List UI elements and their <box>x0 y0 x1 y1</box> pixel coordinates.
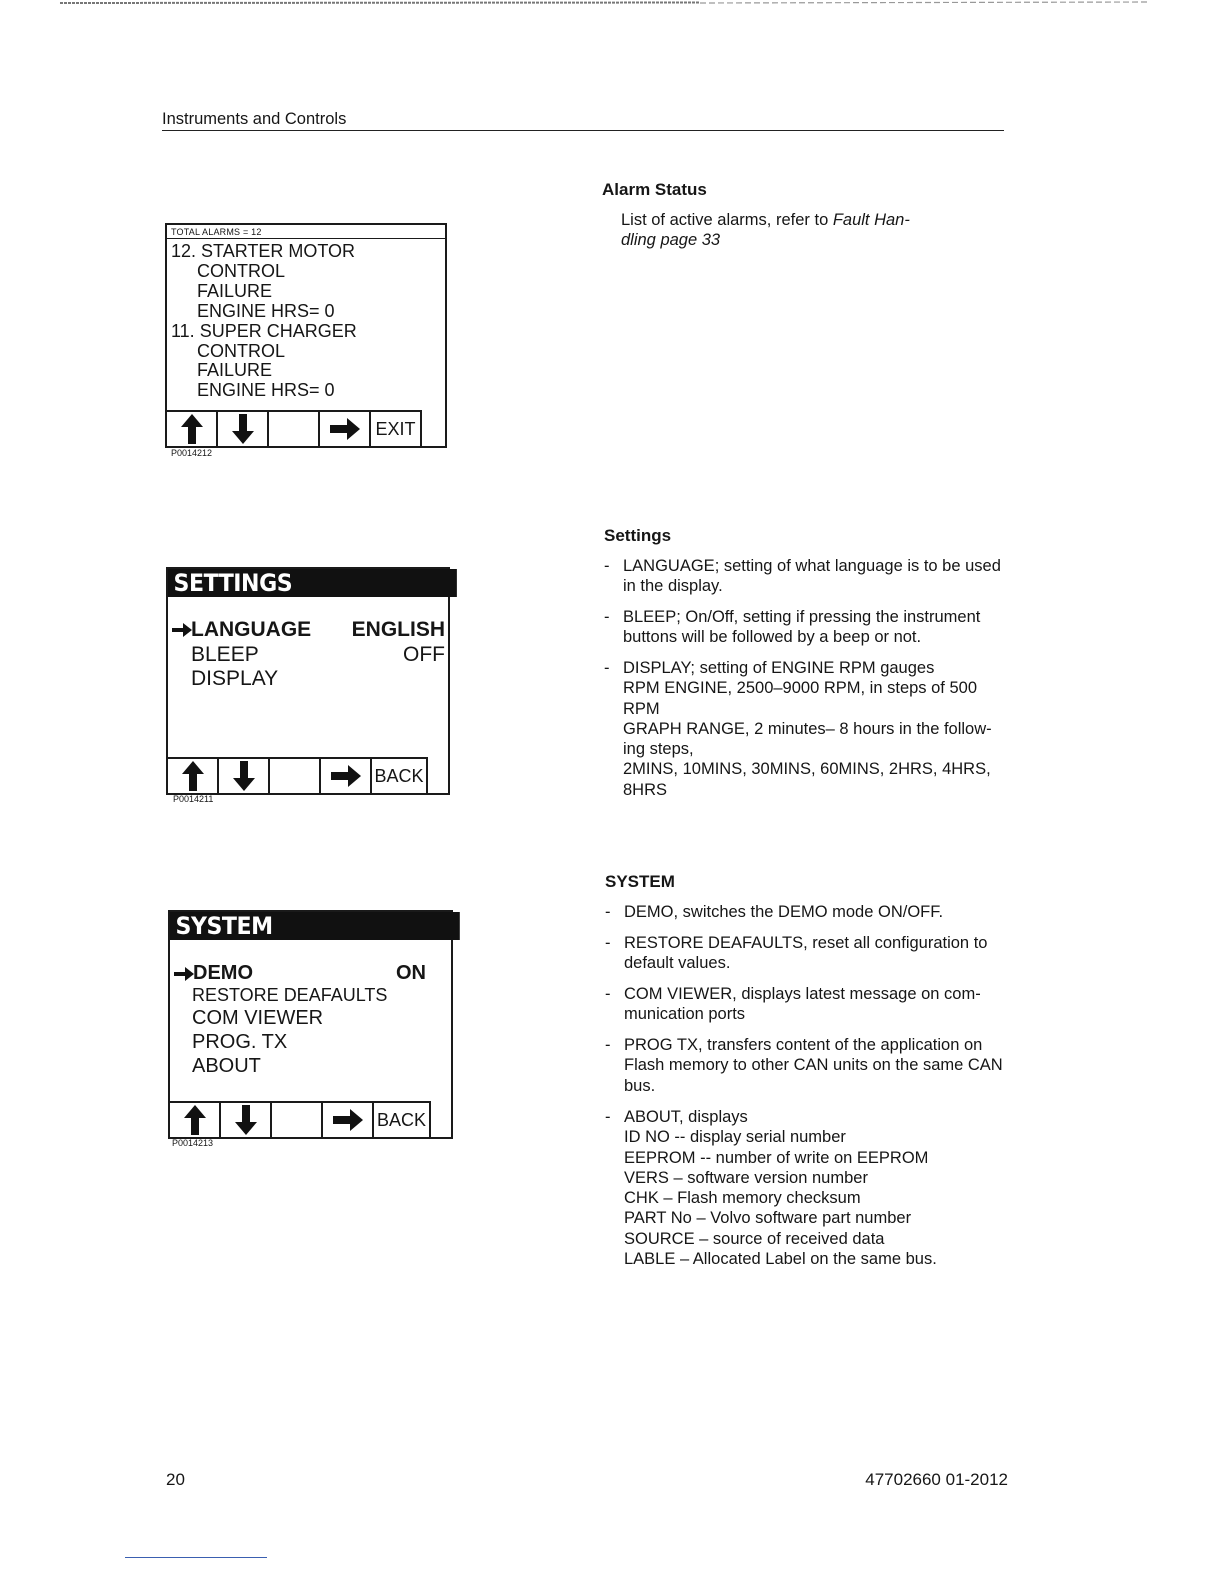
up-button[interactable] <box>165 410 218 448</box>
system-item-restore-defaults[interactable]: RESTORE DEAFAULTS <box>192 985 388 1005</box>
bleep-value: OFF <box>403 643 445 666</box>
system-display-panel <box>168 910 453 1139</box>
alarm-button-row <box>165 410 420 448</box>
system-item-demo[interactable]: DEMO <box>193 962 253 984</box>
arrow-right-icon <box>331 765 361 787</box>
bullet-line: DISPLAY; setting of ENGINE RPM gauges <box>623 659 935 677</box>
bullet-line: default values. <box>624 954 731 973</box>
bullet-line: BLEEP; On/Off, setting if pressing the instrument <box>623 608 981 626</box>
system-item-about[interactable]: ABOUT <box>192 1055 261 1077</box>
back-button[interactable]: BACK <box>370 757 428 795</box>
system-bullet-restore: - RESTORE DEAFAULTS, reset all configuration to default values. <box>624 933 1019 974</box>
fault-handling-ref-2[interactable]: dling page 33 <box>621 231 721 250</box>
figure-code: P0014212 <box>171 448 213 458</box>
page-number: 20 <box>166 1470 185 1489</box>
settings-bullet-display: - DISPLAY; setting of ENGINE RPM gauges RPM ENGINE, 2500–9000 RPM, in steps of 500 RPM GRAPH RANGE, 2 minutes– 8 hours in the follow- ing steps, 2MINS, 10MINS, 30MINS, 60MINS, 2HRS, 4HRS, 8HRS <box>623 658 1013 800</box>
settings-item-bleep[interactable]: BLEEP <box>191 643 259 666</box>
alarm-list <box>167 239 445 401</box>
bullet-line: DEMO, switches the DEMO mode ON/OFF. <box>624 903 944 921</box>
bullet-line: VERS – software version number <box>624 1168 868 1187</box>
alarm-line: CONTROL <box>197 260 286 281</box>
blank-button[interactable] <box>267 410 320 448</box>
scan-edge-artifact <box>0 0 1224 8</box>
alarm-panel-title: TOTAL ALARMS = 12 <box>167 225 445 239</box>
up-button[interactable] <box>168 1101 221 1139</box>
arrow-down-icon <box>233 761 255 791</box>
enter-button[interactable] <box>318 410 371 448</box>
selection-arrow-icon <box>174 967 194 981</box>
settings-panel-title: SETTINGS <box>168 569 457 597</box>
system-button-row <box>168 1101 429 1139</box>
bullet-line: RESTORE DEAFAULTS, reset all configuration to <box>624 934 988 952</box>
bullet-line: COM VIEWER, displays latest message on com- <box>624 985 981 1003</box>
footer-blue-rule <box>125 1557 267 1558</box>
running-header: Instruments and Controls <box>162 110 347 128</box>
system-bullet-about: - ABOUT, displays ID NO -- display serial number EEPROM -- number of write on EEPROM VERS – software version number CHK – Flash memory checksum PART No – Volvo software part number SOURCE – source of received data LABLE – Allocated Label on the same bus. <box>624 1107 1019 1269</box>
settings-heading: Settings <box>604 526 672 545</box>
alarm-status-text-a: List of active alarms, refer to <box>621 211 833 229</box>
alarm-line: ENGINE HRS= 0 <box>197 380 335 401</box>
bullet-line: Flash memory to other CAN units on the same CAN <box>624 1056 1003 1075</box>
language-value: ENGLISH <box>351 618 445 641</box>
arrow-up-icon <box>182 761 204 791</box>
system-bullet-demo: - DEMO, switches the DEMO mode ON/OFF. <box>624 902 1019 922</box>
bullet-line: LABLE – Allocated Label on the same bus. <box>624 1250 937 1269</box>
blank-button[interactable] <box>268 757 321 795</box>
bullet-line: PROG TX, transfers content of the application on <box>624 1036 983 1054</box>
fault-handling-ref-1[interactable]: Fault Han- <box>832 211 910 229</box>
system-bullet-com-viewer: - COM VIEWER, displays latest message on com- munication ports <box>624 984 1019 1025</box>
exit-button[interactable]: EXIT <box>369 410 422 448</box>
alarm-line: CONTROL <box>197 340 286 361</box>
arrow-right-icon <box>330 418 360 440</box>
alarm-status-heading: Alarm Status <box>602 180 707 199</box>
alarm-status-text <box>621 210 1001 251</box>
alarm-display-panel <box>165 223 447 448</box>
bullet-line: CHK – Flash memory checksum <box>624 1189 861 1208</box>
system-item-prog-tx[interactable]: PROG. TX <box>192 1031 288 1053</box>
document-code: 47702660 01-2012 <box>865 1470 1008 1489</box>
down-button[interactable] <box>216 410 269 448</box>
back-button[interactable]: BACK <box>372 1101 431 1139</box>
bullet-line: EEPROM -- number of write on EEPROM <box>624 1148 929 1167</box>
system-heading: SYSTEM <box>605 872 675 891</box>
bullet-line: ID NO -- display serial number <box>624 1128 846 1147</box>
settings-item-display[interactable]: DISPLAY <box>191 667 279 690</box>
selection-arrow-icon <box>172 623 192 637</box>
enter-button[interactable] <box>319 757 372 795</box>
bullet-line: ABOUT, displays <box>624 1108 748 1126</box>
arrow-up-icon <box>184 1105 206 1135</box>
bullet-line: RPM <box>623 699 660 718</box>
header-rule <box>162 130 1004 131</box>
bullet-line: LANGUAGE; setting of what language is to be used <box>623 557 1001 575</box>
blank-button[interactable] <box>270 1101 323 1139</box>
arrow-right-icon <box>333 1109 363 1131</box>
arrow-down-icon <box>235 1105 257 1135</box>
bullet-line: GRAPH RANGE, 2 minutes– 8 hours in the follow- <box>623 719 992 738</box>
bullet-line: buttons will be followed by a beep or not. <box>623 628 922 647</box>
settings-display-panel <box>166 567 450 795</box>
settings-button-row <box>166 757 426 795</box>
bullet-line: bus. <box>624 1076 656 1095</box>
settings-item-language[interactable]: LANGUAGE <box>191 618 312 641</box>
down-button[interactable] <box>217 757 270 795</box>
bullet-line: PART No – Volvo software part number <box>624 1209 912 1228</box>
alarm-line: FAILURE <box>197 360 273 381</box>
down-button[interactable] <box>219 1101 272 1139</box>
system-panel-title: SYSTEM <box>170 912 460 940</box>
demo-value: ON <box>396 962 426 984</box>
arrow-down-icon <box>232 414 254 444</box>
settings-bullet-language: - LANGUAGE; setting of what language is to be used in the display. <box>623 556 1013 597</box>
alarm-line: FAILURE <box>197 280 273 301</box>
arrow-up-icon <box>181 414 203 444</box>
settings-bullet-bleep: - BLEEP; On/Off, setting if pressing the instrument buttons will be followed by a beep or not. <box>623 607 1013 648</box>
alarm-line: 12. STARTER MOTOR <box>171 241 356 261</box>
bullet-line: 8HRS <box>623 780 668 799</box>
bullet-line: in the display. <box>623 577 723 596</box>
bullet-line: 2MINS, 10MINS, 30MINS, 60MINS, 2HRS, 4HRS, <box>623 760 991 779</box>
bullet-line: ing steps, <box>623 740 694 759</box>
alarm-line: ENGINE HRS= 0 <box>197 300 335 321</box>
figure-code: P0014213 <box>172 1138 214 1148</box>
enter-button[interactable] <box>321 1101 374 1139</box>
up-button[interactable] <box>166 757 219 795</box>
bullet-line: RPM ENGINE, 2500–9000 RPM, in steps of 500 <box>623 679 978 698</box>
alarm-line: 11. SUPER CHARGER <box>171 320 357 341</box>
figure-code: P0014211 <box>173 794 214 804</box>
system-bullet-prog-tx: - PROG TX, transfers content of the application on Flash memory to other CAN units on the same CAN bus. <box>624 1035 1019 1096</box>
bullet-line: munication ports <box>624 1005 746 1024</box>
system-item-com-viewer[interactable]: COM VIEWER <box>192 1007 324 1029</box>
bullet-line: SOURCE – source of received data <box>624 1229 885 1248</box>
